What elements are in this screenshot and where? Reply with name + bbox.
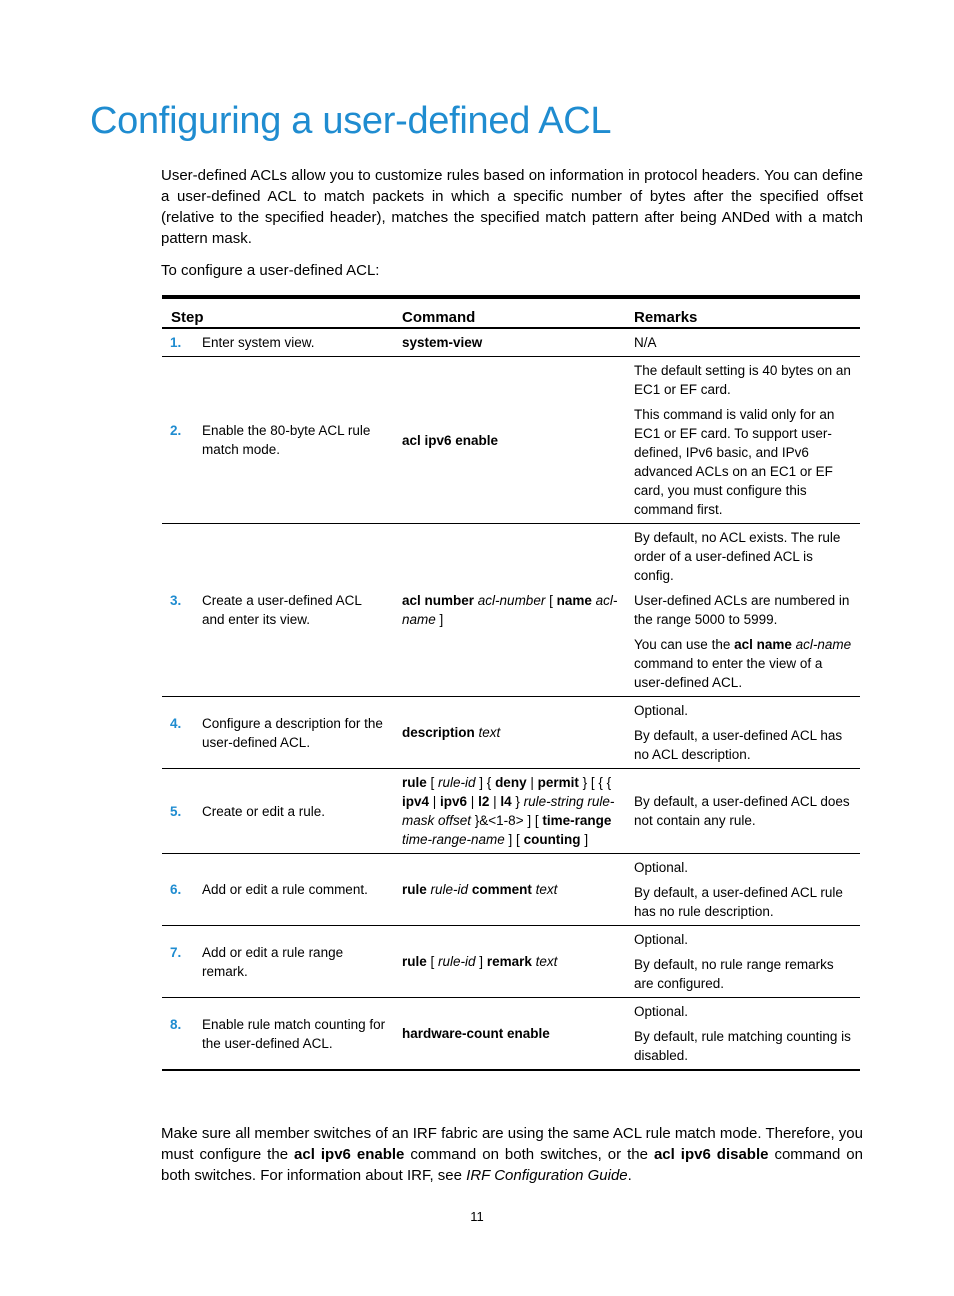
remark-paragraph [634, 361, 852, 399]
table-row [162, 357, 860, 524]
irf-note-paragraph [161, 1123, 863, 1186]
keyword-text: rule [402, 882, 427, 897]
argument-text: acl-name [795, 637, 852, 652]
step-description: Create or edit a rule. [202, 803, 326, 819]
lead-sentence: To configure a user-defined ACL: [161, 262, 380, 279]
step-cell [162, 998, 394, 1071]
step-description: Add or edit a rule comment. [202, 882, 368, 897]
text-run: You can use the [634, 637, 735, 652]
keyword-text: rule [402, 954, 427, 969]
page-title: Configuring a user-defined ACL [90, 100, 612, 142]
text-run: . [627, 1167, 632, 1184]
command-cell [394, 998, 626, 1071]
step-number: 4. [170, 715, 182, 731]
keyword-text: name [556, 593, 592, 608]
argument-text: rule-id [438, 954, 476, 969]
step-wrapper [170, 333, 386, 352]
command-cell [394, 357, 626, 524]
remark-paragraph [634, 333, 852, 352]
remark-paragraph [634, 701, 852, 720]
keyword-text: ipv6 [440, 794, 468, 809]
table-row [162, 524, 860, 697]
text-run: ] [580, 832, 589, 847]
keyword-text: l2 [478, 794, 490, 809]
step-cell [162, 328, 394, 357]
header-remarks: Remarks [626, 297, 860, 328]
text-run: By default, no rule range remarks are configured. [634, 957, 834, 991]
keyword-text: acl ipv6 enable [294, 1146, 405, 1163]
text-run: command on both switches. For information about IRF, see [161, 1146, 863, 1184]
argument-text: text [535, 954, 558, 969]
table-row [162, 926, 860, 998]
text-run: This command is valid only for an EC1 or EF card. To support user-defined, IPv6 basic, and IPv6 advanced ACLs on an EC1 or EF card, you must configure this command first. [634, 407, 835, 517]
step-number: 6. [170, 882, 182, 897]
step-number: 5. [170, 803, 182, 819]
text-run: [ [426, 954, 439, 969]
remark-paragraph [634, 955, 852, 993]
remarks-cell [626, 697, 860, 769]
page-number: 11 [470, 1209, 484, 1224]
remark-paragraph [634, 591, 852, 629]
command-cell [394, 328, 626, 357]
remark-paragraph [634, 1027, 852, 1065]
keyword-text: rule [402, 775, 427, 790]
step-description: Add or edit a rule range remark. [202, 944, 344, 979]
command-cell [394, 524, 626, 697]
text-run: | [467, 794, 479, 809]
header-step: Step [162, 297, 394, 328]
text-run: command on both switches, or the [404, 1146, 654, 1163]
keyword-text: acl number [402, 593, 475, 608]
remarks-cell [626, 524, 860, 697]
argument-text: rule-id [430, 882, 469, 897]
text-run: } [ { { [578, 775, 612, 790]
text-run: User-defined ACLs are numbered in the range 5000 to 5999. [634, 593, 850, 627]
keyword-text: system-view [402, 335, 483, 350]
step-cell [162, 697, 394, 769]
step-description: Configure a description for the user-defined ACL. [202, 715, 383, 750]
argument-text: rule-string rule-mask offset [402, 794, 615, 828]
table-row [162, 998, 860, 1071]
step-number: 2. [170, 423, 182, 438]
text-run: By default, no ACL exists. The rule order of a user-defined ACL is config. [634, 530, 841, 583]
step-description: Enable the 80-byte ACL rule match mode. [202, 423, 371, 457]
remarks-cell [626, 769, 860, 854]
remark-paragraph [634, 726, 852, 764]
text-run: | [489, 794, 501, 809]
table-body [162, 328, 860, 1070]
step-cell [162, 524, 394, 697]
remark-paragraph [634, 930, 852, 949]
text-run: ] [435, 612, 444, 627]
configuration-steps-table [162, 295, 860, 1071]
text-run: The default setting is 40 bytes on an EC1 or EF card. [634, 363, 851, 397]
step-cell [162, 926, 394, 998]
remark-paragraph [634, 883, 852, 921]
step-cell [162, 769, 394, 854]
remarks-cell [626, 926, 860, 998]
text-run: [ [545, 593, 557, 608]
keyword-text: acl ipv6 enable [402, 432, 499, 448]
step-number: 8. [170, 1016, 182, 1032]
text-run: Optional. [634, 932, 689, 947]
text-run: command to enter the view of a user-defined ACL. [634, 656, 823, 690]
table-row [162, 854, 860, 926]
step-wrapper [170, 421, 386, 459]
text-run: By default, a user-defined ACL rule has no rule description. [634, 885, 843, 919]
keyword-text: hardware-count enable [402, 1026, 550, 1041]
text-run: ] [475, 954, 487, 969]
text-run: Optional. [634, 703, 689, 718]
argument-text: acl-name [402, 593, 618, 627]
text-run: | [429, 794, 441, 809]
step-description: Enter system view. [202, 335, 315, 350]
step-wrapper [170, 880, 386, 899]
step-description: Create a user-defined ACL and enter its view. [202, 593, 362, 627]
keyword-text: acl name [734, 637, 792, 652]
text-run: N/A [634, 335, 657, 350]
keyword-text: time-range [542, 813, 612, 828]
table-header-row [162, 297, 860, 328]
text-run: By default, a user-defined ACL has no ACL description. [634, 728, 843, 762]
remarks-cell [626, 854, 860, 926]
argument-text: text [535, 882, 558, 897]
step-cell [162, 854, 394, 926]
keyword-text: description [402, 725, 475, 740]
text-run: Make sure all member switches of an IRF fabric are using the same ACL rule match mode. Therefore, you must configure the [161, 1125, 863, 1163]
table-row [162, 769, 860, 854]
table-row [162, 328, 860, 357]
command-cell [394, 769, 626, 854]
text-run: [ [426, 775, 439, 790]
text-run: } [511, 794, 524, 809]
remark-paragraph [634, 792, 852, 830]
remark-paragraph [634, 858, 852, 877]
command-cell [394, 926, 626, 998]
step-number: 1. [170, 335, 182, 350]
text-run: By default, rule matching counting is disabled. [634, 1029, 851, 1063]
step-number: 3. [170, 593, 182, 608]
remarks-cell [626, 357, 860, 524]
text-run: }&<1-8> ] [ [471, 813, 543, 828]
remarks-cell [626, 998, 860, 1071]
remark-paragraph [634, 405, 852, 519]
step-wrapper [170, 1015, 386, 1053]
keyword-text: comment [471, 882, 532, 897]
keyword-text: l4 [500, 794, 512, 809]
keyword-text: remark [486, 954, 532, 969]
keyword-text: ipv4 [402, 794, 430, 809]
step-wrapper [170, 591, 386, 629]
argument-text: IRF Configuration Guide [466, 1167, 628, 1184]
keyword-text: acl ipv6 disable [653, 1146, 769, 1163]
text-run: By default, a user-defined ACL does not contain any rule. [634, 794, 850, 828]
step-wrapper [170, 802, 386, 821]
step-cell [162, 357, 394, 524]
argument-text: time-range-name [402, 832, 505, 847]
command-cell [394, 697, 626, 769]
intro-paragraph: User-defined ACLs allow you to customize rules based on information in protocol headers. You can define a user-defined ACL to match packets in which a specific number of bytes after the specified offset (relative to the specified header), matches the specified match pattern after being ANDed with a match pattern mask. [161, 167, 863, 247]
remarks-cell [626, 328, 860, 357]
keyword-text: counting [523, 832, 581, 847]
argument-text: text [478, 725, 501, 740]
step-number: 7. [170, 944, 182, 960]
argument-text: acl-number [477, 593, 546, 608]
step-wrapper [170, 714, 386, 752]
table-row [162, 697, 860, 769]
text-run: Optional. [634, 860, 689, 875]
remark-paragraph [634, 635, 852, 692]
text-run: ] { [475, 775, 496, 790]
keyword-text: deny [495, 775, 527, 790]
keyword-text: permit [537, 775, 579, 790]
text-run: | [526, 775, 538, 790]
command-cell [394, 854, 626, 926]
step-wrapper [170, 943, 386, 981]
step-description: Enable rule match counting for the user-defined ACL. [202, 1016, 386, 1051]
remark-paragraph [634, 528, 852, 585]
text-run: Optional. [634, 1004, 689, 1019]
remark-paragraph [634, 1002, 852, 1021]
header-command: Command [394, 297, 626, 328]
text-run: ] [ [504, 832, 524, 847]
argument-text: rule-id [438, 775, 476, 790]
